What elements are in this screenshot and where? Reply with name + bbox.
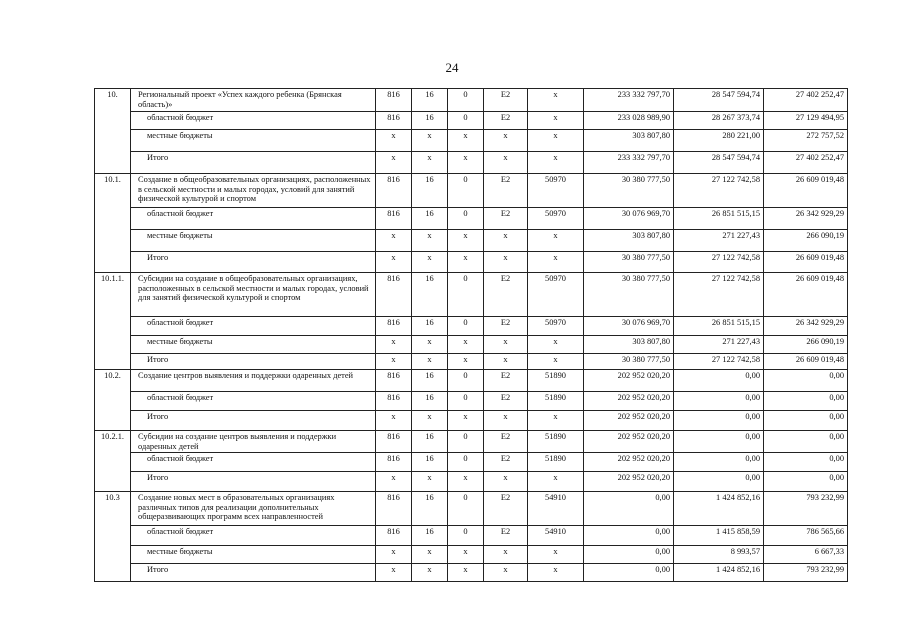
row-name: областной бюджет <box>131 317 376 336</box>
amount-year-3: 26 609 019,48 <box>764 174 848 208</box>
table-row <box>95 174 848 208</box>
amount-year-1: 30 076 969,70 <box>584 208 674 230</box>
code-glrbs: x <box>376 546 412 564</box>
code-subsection: x <box>448 472 484 492</box>
code-section: 16 <box>412 208 448 230</box>
row-index: 10.3 <box>95 492 131 526</box>
code-program: x <box>484 130 528 152</box>
code-glrbs: 816 <box>376 431 412 453</box>
row-name: местные бюджеты <box>131 130 376 152</box>
code-direction: x <box>528 130 584 152</box>
row-name: Региональный проект «Успех каждого ребенка (Брянская область)» <box>131 89 376 112</box>
row-name: местные бюджеты <box>131 546 376 564</box>
code-direction: x <box>528 564 584 582</box>
code-subsection: 0 <box>448 370 484 392</box>
amount-year-2: 0,00 <box>674 453 764 472</box>
code-program: x <box>484 230 528 252</box>
code-subsection: 0 <box>448 208 484 230</box>
amount-year-1: 202 952 020,20 <box>584 453 674 472</box>
table-row <box>95 230 848 252</box>
code-glrbs: x <box>376 252 412 273</box>
code-glrbs: 816 <box>376 526 412 546</box>
code-subsection: x <box>448 546 484 564</box>
amount-year-1: 233 332 797,70 <box>584 89 674 112</box>
amount-year-1: 233 028 989,90 <box>584 112 674 130</box>
table-row <box>95 336 848 354</box>
row-name: областной бюджет <box>131 112 376 130</box>
amount-year-1: 202 952 020,20 <box>584 472 674 492</box>
amount-year-3: 793 232,99 <box>764 492 848 526</box>
table-row <box>95 354 848 370</box>
row-name: Создание центров выявления и поддержки одаренных детей <box>131 370 376 392</box>
code-direction: 51890 <box>528 453 584 472</box>
row-index <box>95 453 131 472</box>
amount-year-3: 26 609 019,48 <box>764 273 848 317</box>
amount-year-1: 0,00 <box>584 564 674 582</box>
table-row <box>95 526 848 546</box>
amount-year-1: 30 380 777,50 <box>584 252 674 273</box>
row-name: Итого <box>131 411 376 431</box>
code-section: x <box>412 336 448 354</box>
code-program: E2 <box>484 370 528 392</box>
code-glrbs: 816 <box>376 492 412 526</box>
amount-year-1: 30 380 777,50 <box>584 273 674 317</box>
amount-year-2: 27 122 742,58 <box>674 354 764 370</box>
code-program: x <box>484 152 528 174</box>
amount-year-2: 28 547 594,74 <box>674 89 764 112</box>
code-glrbs: x <box>376 472 412 492</box>
code-subsection: x <box>448 252 484 273</box>
row-name: областной бюджет <box>131 526 376 546</box>
table-row <box>95 370 848 392</box>
amount-year-1: 303 807,80 <box>584 130 674 152</box>
amount-year-3: 0,00 <box>764 411 848 431</box>
row-name: Итого <box>131 252 376 273</box>
code-program: x <box>484 336 528 354</box>
code-direction: x <box>528 252 584 273</box>
amount-year-3: 0,00 <box>764 472 848 492</box>
code-direction: 54910 <box>528 492 584 526</box>
code-program: x <box>484 546 528 564</box>
amount-year-1: 0,00 <box>584 526 674 546</box>
code-section: x <box>412 472 448 492</box>
code-section: x <box>412 230 448 252</box>
code-direction: 50970 <box>528 174 584 208</box>
code-glrbs: 816 <box>376 370 412 392</box>
row-name: Создание в общеобразовательных организациях, расположенных в сельской местности и малых городах, условий для занятий физической культурой и спортом <box>131 174 376 208</box>
amount-year-2: 26 851 515,15 <box>674 317 764 336</box>
code-program: E2 <box>484 317 528 336</box>
code-section: 16 <box>412 273 448 317</box>
code-program: x <box>484 252 528 273</box>
code-glrbs: 816 <box>376 317 412 336</box>
code-program: E2 <box>484 526 528 546</box>
code-direction: 50970 <box>528 273 584 317</box>
amount-year-1: 0,00 <box>584 492 674 526</box>
code-direction: x <box>528 152 584 174</box>
amount-year-3: 27 402 252,47 <box>764 152 848 174</box>
amount-year-2: 27 122 742,58 <box>674 252 764 273</box>
code-glrbs: x <box>376 230 412 252</box>
table-row <box>95 492 848 526</box>
code-subsection: x <box>448 152 484 174</box>
code-direction: x <box>528 411 584 431</box>
amount-year-2: 0,00 <box>674 370 764 392</box>
code-section: x <box>412 411 448 431</box>
code-subsection: 0 <box>448 453 484 472</box>
row-index <box>95 130 131 152</box>
code-section: 16 <box>412 492 448 526</box>
amount-year-2: 1 424 852,16 <box>674 492 764 526</box>
row-index <box>95 411 131 431</box>
amount-year-3: 0,00 <box>764 453 848 472</box>
amount-year-3: 793 232,99 <box>764 564 848 582</box>
amount-year-3: 0,00 <box>764 370 848 392</box>
code-section: 16 <box>412 392 448 411</box>
row-index: 10.2. <box>95 370 131 392</box>
row-name: местные бюджеты <box>131 230 376 252</box>
code-program: E2 <box>484 89 528 112</box>
row-index: 10.1. <box>95 174 131 208</box>
code-subsection: 0 <box>448 273 484 317</box>
amount-year-3: 0,00 <box>764 431 848 453</box>
amount-year-3: 26 609 019,48 <box>764 252 848 273</box>
amount-year-3: 26 342 929,29 <box>764 317 848 336</box>
code-subsection: x <box>448 130 484 152</box>
amount-year-1: 30 076 969,70 <box>584 317 674 336</box>
amount-year-1: 202 952 020,20 <box>584 370 674 392</box>
amount-year-3: 272 757,52 <box>764 130 848 152</box>
code-section: x <box>412 152 448 174</box>
row-index <box>95 317 131 336</box>
amount-year-2: 8 993,57 <box>674 546 764 564</box>
code-glrbs: x <box>376 411 412 431</box>
table-row <box>95 273 848 317</box>
amount-year-3: 27 129 494,95 <box>764 112 848 130</box>
row-name: Итого <box>131 152 376 174</box>
amount-year-1: 0,00 <box>584 546 674 564</box>
amount-year-3: 26 342 929,29 <box>764 208 848 230</box>
code-subsection: 0 <box>448 392 484 411</box>
amount-year-2: 0,00 <box>674 431 764 453</box>
row-index: 10.2.1. <box>95 431 131 453</box>
code-subsection: 0 <box>448 89 484 112</box>
code-direction: 51890 <box>528 392 584 411</box>
table-row <box>95 130 848 152</box>
code-direction: 50970 <box>528 317 584 336</box>
row-index <box>95 252 131 273</box>
amount-year-2: 27 122 742,58 <box>674 273 764 317</box>
table-body <box>95 89 848 582</box>
amount-year-2: 0,00 <box>674 472 764 492</box>
table-row <box>95 453 848 472</box>
row-index <box>95 546 131 564</box>
code-glrbs: 816 <box>376 89 412 112</box>
code-program: x <box>484 411 528 431</box>
amount-year-2: 1 415 858,59 <box>674 526 764 546</box>
code-direction: x <box>528 472 584 492</box>
row-name: местные бюджеты <box>131 336 376 354</box>
code-direction: 51890 <box>528 431 584 453</box>
amount-year-2: 271 227,43 <box>674 230 764 252</box>
code-program: E2 <box>484 431 528 453</box>
code-section: 16 <box>412 89 448 112</box>
code-direction: 50970 <box>528 208 584 230</box>
code-subsection: x <box>448 564 484 582</box>
code-section: x <box>412 354 448 370</box>
amount-year-2: 0,00 <box>674 392 764 411</box>
code-section: 16 <box>412 431 448 453</box>
code-section: 16 <box>412 317 448 336</box>
row-index: 10.1.1. <box>95 273 131 317</box>
amount-year-3: 786 565,66 <box>764 526 848 546</box>
row-name: областной бюджет <box>131 208 376 230</box>
code-section: 16 <box>412 526 448 546</box>
code-subsection: 0 <box>448 174 484 208</box>
code-subsection: x <box>448 411 484 431</box>
amount-year-2: 26 851 515,15 <box>674 208 764 230</box>
code-section: 16 <box>412 370 448 392</box>
amount-year-1: 30 380 777,50 <box>584 354 674 370</box>
amount-year-2: 28 267 373,74 <box>674 112 764 130</box>
row-index <box>95 354 131 370</box>
row-name: областной бюджет <box>131 392 376 411</box>
code-program: E2 <box>484 208 528 230</box>
code-subsection: 0 <box>448 317 484 336</box>
amount-year-1: 202 952 020,20 <box>584 411 674 431</box>
row-index <box>95 112 131 130</box>
code-glrbs: x <box>376 130 412 152</box>
page-number: 24 <box>445 60 459 75</box>
code-subsection: 0 <box>448 526 484 546</box>
budget-table <box>94 88 848 582</box>
code-section: 16 <box>412 112 448 130</box>
code-section: x <box>412 546 448 564</box>
row-index <box>95 336 131 354</box>
table-row <box>95 317 848 336</box>
amount-year-1: 202 952 020,20 <box>584 431 674 453</box>
code-program: E2 <box>484 492 528 526</box>
table-row <box>95 472 848 492</box>
code-program: E2 <box>484 174 528 208</box>
code-direction: x <box>528 354 584 370</box>
table-row <box>95 411 848 431</box>
amount-year-1: 30 380 777,50 <box>584 174 674 208</box>
amount-year-1: 233 332 797,70 <box>584 152 674 174</box>
row-name: Субсидии на создание центров выявления и поддержки одаренных детей <box>131 431 376 453</box>
amount-year-2: 271 227,43 <box>674 336 764 354</box>
row-name: Итого <box>131 354 376 370</box>
code-subsection: 0 <box>448 112 484 130</box>
code-section: 16 <box>412 453 448 472</box>
code-glrbs: 816 <box>376 392 412 411</box>
amount-year-1: 202 952 020,20 <box>584 392 674 411</box>
amount-year-3: 266 090,19 <box>764 230 848 252</box>
amount-year-2: 1 424 852,16 <box>674 564 764 582</box>
table-row <box>95 546 848 564</box>
table-row <box>95 252 848 273</box>
table-row <box>95 89 848 112</box>
code-glrbs: x <box>376 354 412 370</box>
code-program: E2 <box>484 112 528 130</box>
row-index <box>95 230 131 252</box>
code-program: E2 <box>484 392 528 411</box>
amount-year-2: 0,00 <box>674 411 764 431</box>
code-glrbs: x <box>376 564 412 582</box>
code-glrbs: 816 <box>376 453 412 472</box>
row-name: Создание новых мест в образовательных организациях различных типов для реализации дополнительных общеразвивающих программ всех направленностей <box>131 492 376 526</box>
amount-year-1: 303 807,80 <box>584 336 674 354</box>
code-direction: 54910 <box>528 526 584 546</box>
amount-year-3: 0,00 <box>764 392 848 411</box>
code-glrbs: 816 <box>376 273 412 317</box>
row-index <box>95 152 131 174</box>
code-section: x <box>412 564 448 582</box>
table-row <box>95 392 848 411</box>
table-row <box>95 152 848 174</box>
code-direction: x <box>528 336 584 354</box>
code-program: x <box>484 354 528 370</box>
amount-year-2: 280 221,00 <box>674 130 764 152</box>
row-index <box>95 564 131 582</box>
code-program: x <box>484 564 528 582</box>
row-index: 10. <box>95 89 131 112</box>
code-subsection: 0 <box>448 492 484 526</box>
row-name: Субсидии на создание в общеобразовательных организациях, расположенных в сельской местности и малых городах, условий для занятий физической культурой и спортом <box>131 273 376 317</box>
table-row <box>95 112 848 130</box>
row-name: областной бюджет <box>131 453 376 472</box>
code-direction: x <box>528 89 584 112</box>
code-glrbs: x <box>376 336 412 354</box>
amount-year-3: 6 667,33 <box>764 546 848 564</box>
code-direction: x <box>528 546 584 564</box>
code-direction: x <box>528 112 584 130</box>
amount-year-3: 266 090,19 <box>764 336 848 354</box>
code-direction: x <box>528 230 584 252</box>
table-row <box>95 431 848 453</box>
code-program: E2 <box>484 273 528 317</box>
row-index <box>95 208 131 230</box>
code-program: x <box>484 472 528 492</box>
code-section: x <box>412 130 448 152</box>
code-glrbs: 816 <box>376 208 412 230</box>
amount-year-2: 28 547 594,74 <box>674 152 764 174</box>
code-glrbs: 816 <box>376 174 412 208</box>
amount-year-3: 27 402 252,47 <box>764 89 848 112</box>
code-glrbs: 816 <box>376 112 412 130</box>
code-glrbs: x <box>376 152 412 174</box>
row-name: Итого <box>131 472 376 492</box>
code-subsection: x <box>448 230 484 252</box>
row-index <box>95 392 131 411</box>
code-subsection: x <box>448 354 484 370</box>
code-section: x <box>412 252 448 273</box>
table-row <box>95 208 848 230</box>
code-direction: 51890 <box>528 370 584 392</box>
row-index <box>95 472 131 492</box>
table-row <box>95 564 848 582</box>
code-subsection: 0 <box>448 431 484 453</box>
code-section: 16 <box>412 174 448 208</box>
row-index <box>95 526 131 546</box>
code-program: E2 <box>484 453 528 472</box>
amount-year-1: 303 807,80 <box>584 230 674 252</box>
code-subsection: x <box>448 336 484 354</box>
amount-year-3: 26 609 019,48 <box>764 354 848 370</box>
amount-year-2: 27 122 742,58 <box>674 174 764 208</box>
row-name: Итого <box>131 564 376 582</box>
